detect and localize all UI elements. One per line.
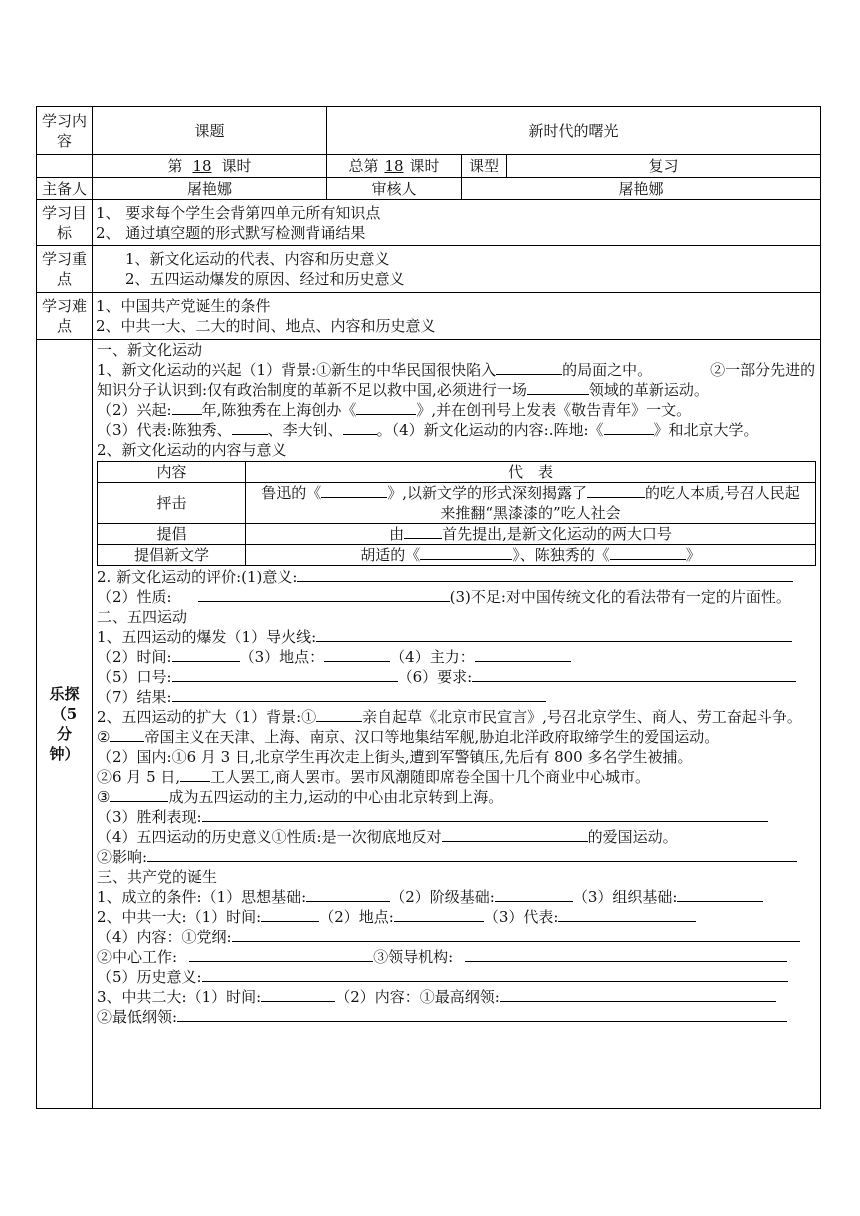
preparer-label: 主备人 (37, 178, 93, 200)
key-points-content (93, 246, 821, 293)
goal-item: 2、 通过填空题的形式默写检测背诵结果 (96, 223, 366, 242)
blank (232, 927, 800, 942)
reviewer-name: 屠艳娜 (462, 178, 821, 200)
blank (147, 847, 797, 862)
section-title: 三、共产党的诞生 (97, 868, 218, 886)
blank (177, 1007, 787, 1022)
table-row-label: 提倡 (98, 524, 246, 545)
topic-title: 新时代的曙光 (327, 107, 821, 155)
blank (202, 967, 788, 982)
blank (321, 483, 387, 498)
lesson-number-value: 18 (192, 157, 212, 175)
section-title: 二、五四运动 (97, 608, 188, 626)
blank (677, 887, 763, 902)
key-point-item: 1、新文化运动的代表、内容和历史意义 (125, 250, 390, 268)
study-content-label: 学习内容 (37, 107, 93, 155)
blank (172, 647, 240, 662)
blank (495, 887, 573, 902)
blank (306, 887, 390, 902)
lesson-plan-table (36, 106, 821, 1109)
difficulties-label: 学习难点 (37, 293, 93, 340)
lesson-type-value: 复习 (507, 155, 821, 178)
topic-label: 课题 (93, 107, 327, 155)
table-row-label: 提倡新文学 (98, 545, 246, 566)
blank (587, 483, 645, 498)
difficulty-item: 2、中共一大、二大的时间、地点、内容和历史意义 (96, 317, 436, 335)
lesson-number: 第 18 课时 (93, 155, 327, 178)
blank (189, 947, 373, 962)
blank (110, 787, 168, 802)
blank (172, 667, 398, 682)
blank (394, 907, 484, 922)
new-culture-table: 内容 代 表 抨击 鲁迅的《 》,以新文学的形式深刻揭露了 的吃人本质,号召人民起 来推翻“黑漆漆的”吃人社会 提倡 由 首先提出,是新文化运动的两大口号 提倡新文学 胡适的《 》、陈独秀的《 》 (97, 461, 816, 566)
reviewer-label: 审核人 (327, 178, 462, 200)
blank (316, 627, 792, 642)
blank (404, 524, 442, 539)
blank (202, 807, 768, 822)
blank (232, 420, 268, 435)
key-points-label: 学习重点 (37, 246, 93, 293)
blank (472, 667, 796, 682)
total-lesson-number: 总第 18 课时 (327, 155, 462, 178)
difficulties-content (93, 293, 821, 340)
worksheet-content: 一、新文化运动 1、新文化运动的兴起（1）背景:①新生的中华民国很快陷入 的局面之中。 ②一部分先进的 知识分子认识到:仅有政治制度的革新不足以救中国,必须进行一场 领域的革新运动。 （2）兴起: 年,陈独秀在上海创办《 》,并在创刊号上发表《敬告青年》一文。 （3）代表:陈独秀、 、李大钊、 。（4）新文化运动的内容:.阵地:《 》和北京大学。 2、新文化运动的内容与意义 内容 代 表 抨击 鲁迅的《 》,以新文学的形式深刻揭露了 的吃人本质,号召人民起 来推翻“黑漆漆的”吃人社会 提倡 由 首先提出,是新文化运动的两大口号 提倡新文学 胡适的《 》、陈独秀的《 》 2. 新文化运动的评价:(1)意义: （2）性质: (3)不足:对中国传统文化的看法带有一定的片面性。 二、五四运动 1、五四运动的爆发（1）导火线: （2）时间: （3）地点： （4）主力： （5）口号: （6）要求: （7）结果: 2、五四运动的扩大（1）背景:① 亲自起草《北京市民宣言》,号召北京学生、商人、劳工奋起斗争。 ② 帝国主义在天津、上海、南京、汉口等地集结军舰,胁迫北洋政府取缔学生的爱国运动。 （2）国内:①6 月 3 日,北京学生再次走上街头,遭到军警镇压,先后有 800 多名学生被捕。 ②6 月 5 日, 工人罢工,商人罢市。罢市风潮随即席卷全国十几个商业中心城市。 ③ 成为五四运动的主力,运动的中心由北京转到上海。 （3）胜利表现: （4）五四运动的历史意义①性质:是一次彻底地反对 的爱国运动。 ②影响: 三、共产党的诞生 1、成立的条件:（1）思想基础: （2）阶级基础: （3）组织基础: 2、中共一大:（1）时间: （2）地点: （3）代表: （4）内容：①党纲: ②中心工作: ③领导机构: （5）历史意义: 3、中共二大:（1）时间: （2）内容：①最高纲领: ②最低纲领: (93, 340, 821, 1109)
blank (343, 420, 377, 435)
blank (442, 827, 588, 842)
blank (297, 567, 793, 582)
blank (356, 400, 416, 415)
goal-item: 1、 要求每个学生会背第四单元所有知识点 (96, 203, 381, 222)
blank (475, 647, 571, 662)
blank (558, 907, 696, 922)
blank (198, 587, 450, 602)
section-title: 一、新文化运动 (97, 341, 203, 359)
table-header-representative: 代 表 (246, 462, 816, 483)
blank (465, 947, 787, 962)
key-point-item: 2、五四运动爆发的原因、经过和历史意义 (125, 270, 405, 288)
blank (610, 545, 686, 560)
activity-side-label: 乐探（5分钟） (37, 340, 93, 1109)
difficulty-item: 1、中国共产党诞生的条件 (96, 297, 271, 315)
goals-label: 学习目标 (37, 200, 93, 246)
blank (261, 987, 335, 1002)
goals-content (93, 200, 821, 246)
blank (604, 420, 654, 435)
blank (324, 647, 390, 662)
blank (172, 687, 546, 702)
table-header-content: 内容 (98, 462, 246, 483)
blank (172, 400, 202, 415)
blank (110, 727, 144, 742)
blank (316, 707, 362, 722)
blank (496, 360, 562, 375)
blank (500, 987, 776, 1002)
blank (261, 907, 319, 922)
blank (180, 767, 210, 782)
preparer-name: 屠艳娜 (93, 178, 327, 200)
blank (527, 380, 589, 395)
table-row-label: 抨击 (98, 483, 246, 524)
blank (420, 545, 512, 560)
lesson-type-label: 课型 (462, 155, 507, 178)
total-lesson-value: 18 (384, 157, 404, 175)
lesson-plan-page (36, 106, 820, 1109)
